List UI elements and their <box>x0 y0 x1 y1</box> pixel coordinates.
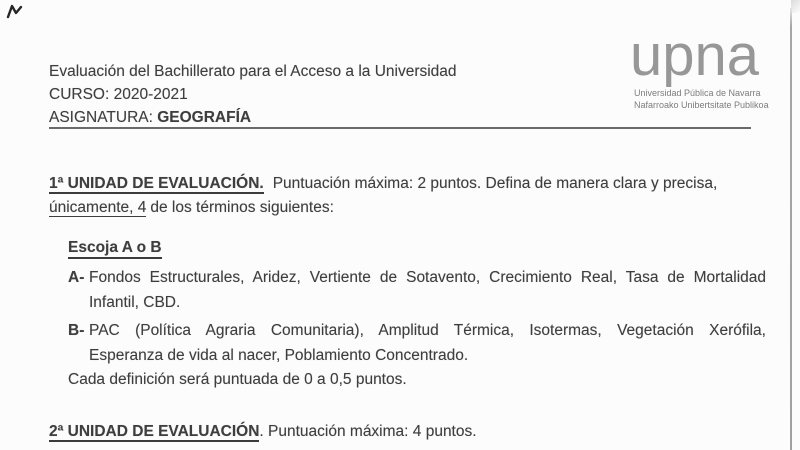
header-subject <box>49 106 457 129</box>
section1-intro-rest: Puntuación máxima: 2 puntos. Defina de manera clara y precisa, <box>272 175 718 192</box>
header-subject-label: ASIGNATURA: <box>49 109 158 126</box>
section1-intro-line1 <box>49 172 769 196</box>
upna-subtitle-eu: Nafarroako Unibertsitate Publikoa <box>634 99 769 110</box>
upna-subtitle-es: Universidad Pública de Navarra <box>634 88 761 98</box>
option-b-label: B- <box>68 322 85 339</box>
upna-wordmark-icon: upna <box>630 23 760 88</box>
option-b <box>68 318 766 368</box>
section1-intro-underlined: únicamente, 4 <box>49 198 147 216</box>
option-b-line1: PAC (Política Agraria Comunitaria), Amplitud Térmica, Isotermas, Vegetación Xerófila, <box>89 322 766 339</box>
header-rule <box>49 127 751 129</box>
section1-intro-tail: de los términos siguientes: <box>150 198 334 216</box>
corner-scribble-mark <box>6 3 26 21</box>
section1-intro-line2 <box>49 196 769 220</box>
section1-intro <box>49 172 769 219</box>
section2-heading: 2ª UNIDAD DE EVALUACIÓN <box>49 423 260 440</box>
section2-rest: . Puntuación máxima: 4 puntos. <box>259 423 477 440</box>
choice-heading: Escoja A o B <box>68 239 162 259</box>
scan-corner-shading <box>791 0 800 13</box>
header-course: CURSO: 2020-2021 <box>49 86 188 103</box>
header-subject-value: GEOGRAFÍA <box>157 109 252 126</box>
option-b-line2: Esperanza de vida al nacer, Poblamiento Concentrado. <box>89 347 469 364</box>
option-a <box>68 266 766 315</box>
upna-logo <box>630 24 780 111</box>
option-a-label: A- <box>68 269 85 286</box>
section2-heading-line <box>49 423 477 441</box>
scan-edge-line <box>790 8 792 450</box>
option-b-text <box>89 318 766 368</box>
option-a-line2: Infantil, CBD. <box>89 293 181 311</box>
document-header <box>49 60 457 129</box>
option-a-text <box>89 266 766 315</box>
option-a-line1: Fondos Estructurales, Aridez, Vertiente de Sotavento, Crecimiento Real, Tasa de Mortalidad <box>89 269 766 286</box>
upna-subtitle <box>634 88 780 111</box>
header-title: Evaluación del Bachillerato para el Acceso a la Universidad <box>49 63 457 80</box>
section1-heading: 1ª UNIDAD DE EVALUACIÓN. <box>49 175 264 192</box>
scoring-note: Cada definición será puntuada de 0 a 0,5 puntos. <box>68 371 407 388</box>
